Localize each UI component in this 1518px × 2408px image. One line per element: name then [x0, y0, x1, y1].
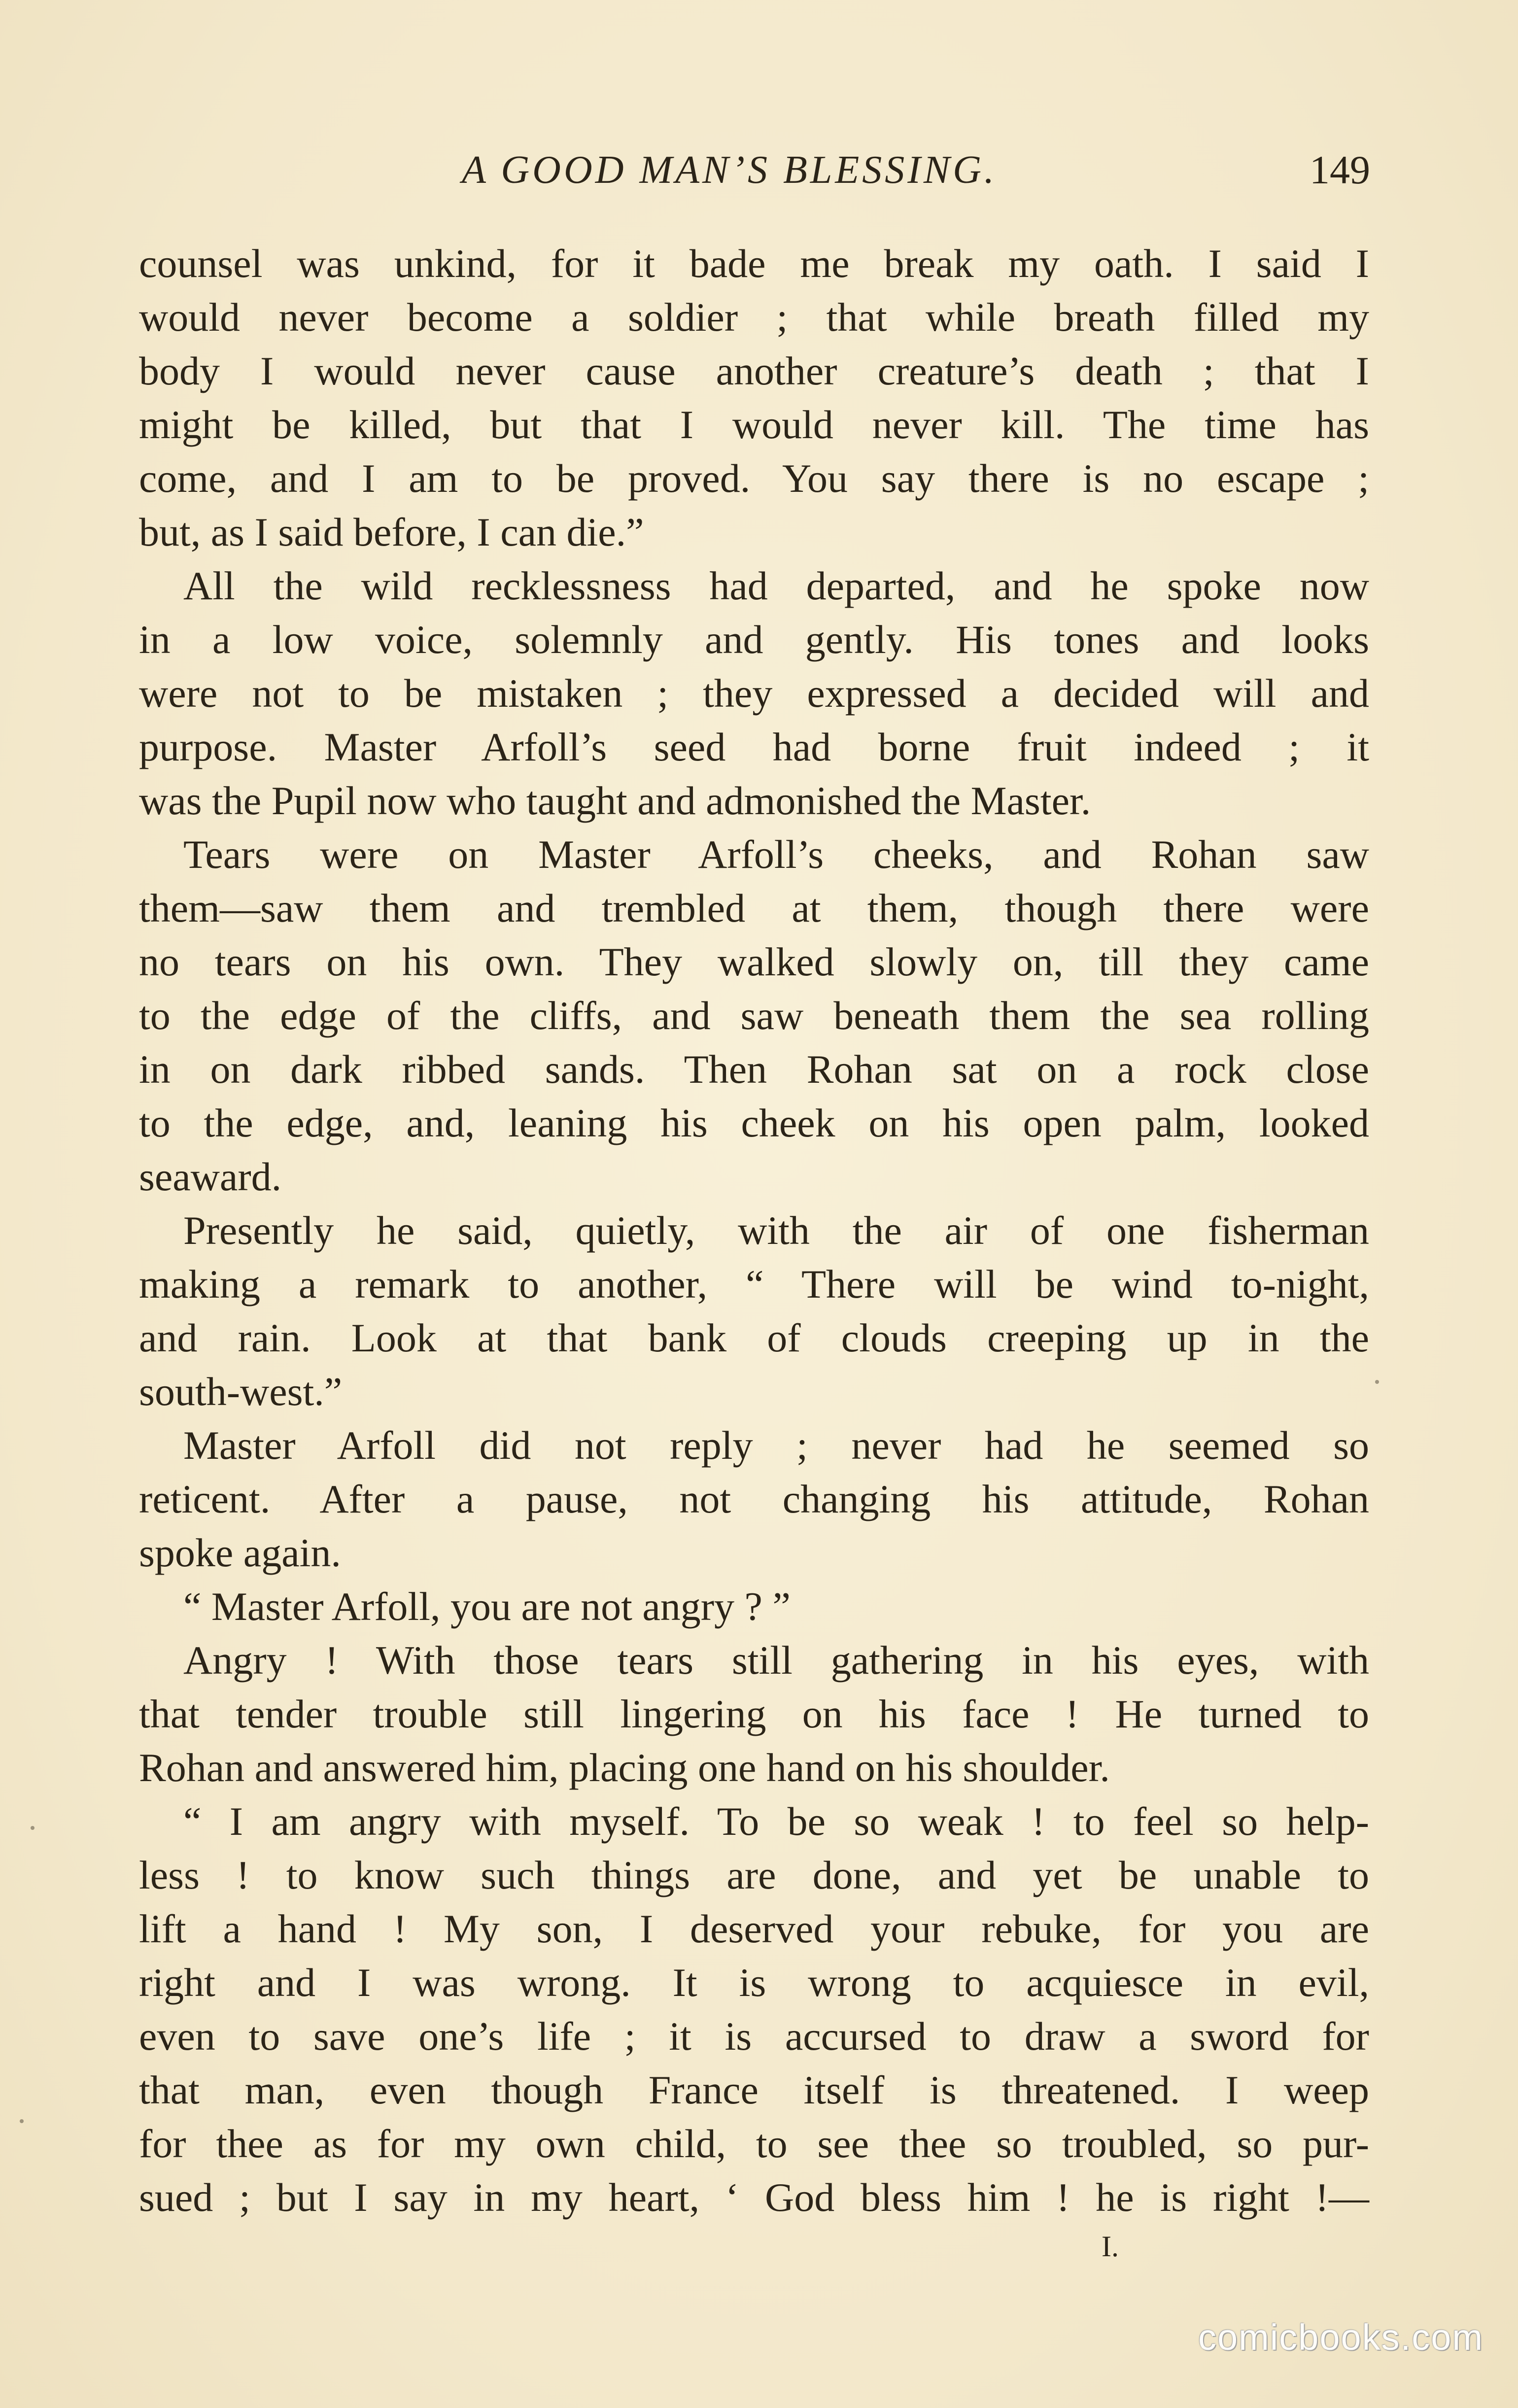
- text-line: but, as I said before, I can die.”: [139, 510, 644, 554]
- text-line: sued ; but I say in my heart, ‘ God bless him ! he is right !—: [139, 2175, 1369, 2220]
- text-line: come, and I am to be proved. You say there is no escape ;: [139, 456, 1369, 501]
- text-line: and rain. Look at that bank of clouds creeping up in the: [139, 1315, 1369, 1360]
- text-line: “ Master Arfoll, you are not angry ? ”: [183, 1584, 791, 1629]
- text-line: might be killed, but that I would never kill. The time has: [139, 402, 1369, 447]
- text-line: Rohan and answered him, placing one hand on his shoulder.: [139, 1745, 1110, 1790]
- signature-mark: I.: [1102, 2230, 1119, 2263]
- text-line: Tears were on Master Arfoll’s cheeks, and Rohan saw: [183, 832, 1369, 877]
- text-line: counsel was unkind, for it bade me break my oath. I said I: [139, 241, 1369, 286]
- text-line: for thee as for my own child, to see thee so troubled, so pur-: [139, 2121, 1369, 2166]
- page-number: 149: [1310, 147, 1370, 192]
- text-line: making a remark to another, “ There will be wind to-night,: [139, 1262, 1369, 1307]
- text-line: to the edge, and, leaning his cheek on his open palm, looked: [139, 1101, 1369, 1145]
- text-line: would never become a soldier ; that while breath filled my: [139, 295, 1369, 340]
- text-line: body I would never cause another creature’s death ; that I: [139, 348, 1369, 393]
- paper-speck: [1375, 1380, 1379, 1384]
- text-line: Angry ! With those tears still gathering in his eyes, with: [183, 1638, 1369, 1683]
- body-text: [139, 237, 1369, 2224]
- text-line: All the wild recklessness had departed, and he spoke now: [183, 563, 1369, 608]
- text-line: in a low voice, solemnly and gently. His tones and looks: [139, 617, 1369, 662]
- text-line: in on dark ribbed sands. Then Rohan sat on a rock close: [139, 1047, 1369, 1092]
- text-line: spoke again.: [139, 1530, 341, 1575]
- text-line: purpose. Master Arfoll’s seed had borne fruit indeed ; it: [139, 724, 1369, 769]
- text-line: no tears on his own. They walked slowly on, till they came: [139, 939, 1369, 984]
- text-line: were not to be mistaken ; they expressed a decided will and: [139, 671, 1369, 716]
- text-line: right and I was wrong. It is wrong to acquiesce in evil,: [139, 1960, 1369, 2005]
- text-line: reticent. After a pause, not changing his attitude, Rohan: [139, 1477, 1369, 1521]
- text-line: Presently he said, quietly, with the air of one fisherman: [183, 1208, 1369, 1253]
- running-head: [138, 143, 1370, 197]
- text-line: seaward.: [139, 1154, 282, 1199]
- text-line: Master Arfoll did not reply ; never had he seemed so: [183, 1423, 1369, 1468]
- text-line: even to save one’s life ; it is accursed to draw a sword for: [139, 2014, 1369, 2059]
- text-line: them—saw them and trembled at them, though there were: [139, 886, 1369, 930]
- text-line: less ! to know such things are done, and yet be unable to: [139, 1853, 1369, 1897]
- paper-speck: [20, 2119, 24, 2123]
- text-line: that tender trouble still lingering on his face ! He turned to: [139, 1691, 1369, 1736]
- site-watermark: comicbooks.com: [1198, 2317, 1484, 2358]
- text-line: south-west.”: [139, 1369, 343, 1414]
- paper-speck: [31, 1826, 34, 1830]
- running-title: A GOOD MAN’S BLESSING.: [461, 148, 998, 192]
- text-line: lift a hand ! My son, I deserved your rebuke, for you are: [139, 1906, 1369, 1951]
- text-line: was the Pupil now who taught and admonished the Master.: [139, 778, 1091, 823]
- text-line: that man, even though France itself is threatened. I weep: [139, 2067, 1369, 2112]
- text-line: “ I am angry with myself. To be so weak ! to feel so help-: [183, 1799, 1369, 1844]
- text-line: to the edge of the cliffs, and saw beneath them the sea rolling: [139, 993, 1369, 1038]
